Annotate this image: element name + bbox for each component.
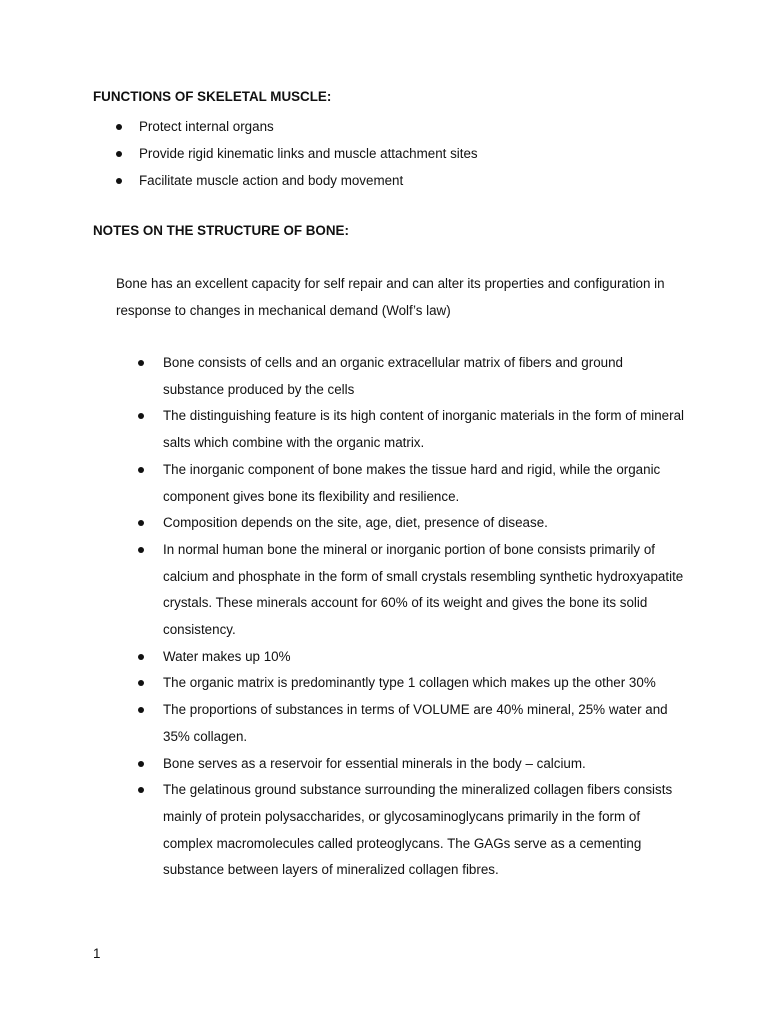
bullet-icon — [138, 761, 144, 767]
bullet-icon — [116, 124, 122, 130]
bone-structure-notes-list — [116, 350, 686, 884]
list-item — [116, 510, 686, 537]
list-item-text: Facilitate muscle action and body movement — [139, 173, 404, 188]
list-item — [93, 167, 693, 194]
bullet-icon — [116, 178, 122, 184]
page-number: 1 — [93, 946, 101, 961]
list-item-text: The distinguishing feature is its high content of inorganic materials in the form of mineral salts which combine with the organic matrix. — [163, 408, 685, 451]
bullet-icon — [138, 467, 144, 473]
list-item-text: Water makes up 10% — [163, 648, 291, 664]
list-item-text: The proportions of substances in terms of VOLUME are 40% mineral, 25% water and 35% collagen. — [163, 702, 668, 744]
list-item — [116, 403, 686, 456]
list-item-text: Bone serves as a reservoir for essential minerals in the body – calcium. — [163, 755, 586, 771]
list-item — [116, 537, 686, 644]
list-item-text: The inorganic component of bone makes the tissue hard and rigid, while the organic component gives bone its flexibility and resilience. — [163, 461, 661, 504]
bullet-icon — [138, 520, 144, 526]
bullet-icon — [138, 413, 144, 419]
list-item — [93, 113, 693, 140]
bullet-icon — [138, 547, 144, 553]
list-item — [116, 457, 686, 510]
list-item — [116, 777, 686, 884]
section-heading-bone-structure: NOTES ON THE STRUCTURE OF BONE: — [93, 223, 349, 238]
intro-paragraph: Bone has an excellent capacity for self repair and can alter its properties and configuration in response to changes in mechanical demand (Wolf’s law) — [116, 276, 665, 318]
bullet-icon — [138, 707, 144, 713]
list-item-text: Protect internal organs — [139, 119, 274, 134]
bullet-icon — [138, 360, 144, 366]
list-item — [116, 644, 686, 671]
bullet-icon — [138, 787, 144, 793]
bullet-icon — [116, 151, 122, 157]
list-item — [93, 140, 693, 167]
list-item — [116, 751, 686, 778]
list-item-text: In normal human bone the mineral or inorganic portion of bone consists primarily of calcium and phosphate in the form of small crystals resembling synthetic hydroxyapatite crystals. These minerals account for 60% of its weight and gives the bone its solid consistency. — [163, 541, 684, 638]
list-item-text: The gelatinous ground substance surrounding the mineralized collagen fibers consists mainly of protein polysaccharides, or glycosaminoglycans primarily in the form of complex macromolecules called proteoglycans. The GAGs serve as a cementing substance between layers of mineralized collagen fibres. — [163, 782, 673, 878]
skeletal-muscle-functions-list — [93, 113, 693, 194]
bullet-icon — [138, 680, 144, 686]
section-heading-skeletal-muscle: FUNCTIONS OF SKELETAL MUSCLE: — [93, 89, 332, 104]
list-item — [116, 670, 686, 697]
list-item-text: Bone consists of cells and an organic extracellular matrix of fibers and ground substance produced by the cells — [163, 355, 623, 397]
list-item — [116, 350, 686, 403]
bullet-icon — [138, 654, 144, 660]
list-item-text: Provide rigid kinematic links and muscle attachment sites — [139, 146, 478, 161]
list-item-text: Composition depends on the site, age, diet, presence of disease. — [163, 515, 548, 531]
list-item — [116, 697, 686, 750]
list-item-text: The organic matrix is predominantly type 1 collagen which makes up the other 30% — [163, 675, 656, 691]
